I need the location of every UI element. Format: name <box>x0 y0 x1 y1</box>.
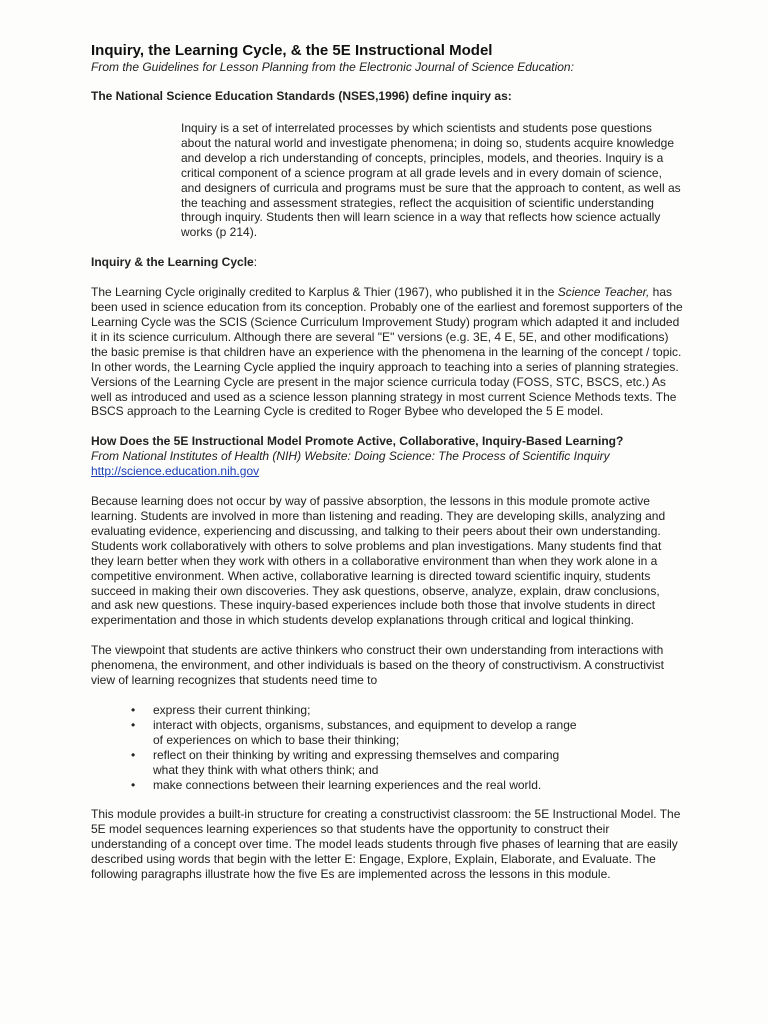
list-item-text: express their current thinking; <box>153 703 311 717</box>
learning-cycle-para-start: The Learning Cycle originally credited to Karplus & Thier (1967), who published it in the <box>91 285 558 300</box>
nih-science-education-link[interactable]: http://science.education.nih.gov <box>91 464 260 479</box>
five-e-link-line <box>91 464 683 479</box>
bullet-icon: • <box>131 703 136 717</box>
five-e-source-text: From National Institutes of Health (NIH) Website: Doing Science: The Process of Scientific Inquiry <box>91 449 610 464</box>
five-e-source <box>91 449 683 464</box>
learning-cycle-heading-line <box>91 255 683 270</box>
five-e-paragraph-2: The viewpoint that students are active thinkers who construct their own understanding from interactions with phenomena, the environment, and other individuals is based on the theory of constructivism. A constructivist view of learning recognizes that students need time to <box>91 643 664 688</box>
five-e-paragraph-3: This module provides a built-in structure for creating a constructivist classroom: the 5E Instructional Model. The 5E model sequences learning experiences so that students have the opportunity to construct their understanding of a concept over time. The model leads students through five phases of learning that are easily described using words that begin with the letter E: Engage, Explore, Explain, Elaborate, and Evaluate. The following paragraphs illustrate how the five Es are implemented across the lessons in this module. <box>91 807 681 882</box>
list-item <box>131 717 583 748</box>
nses-quote: Inquiry is a set of interrelated processes by which scientists and students pose questions about the natural world and investigate phenomena; in doing so, students acquire knowledge and develop a rich understanding of concepts, principles, models, and theories. Inquiry is a critical component of a science program at all grade levels and in every domain of science, and designers of curricula and programs must be sure that the approach to content, as well as the teaching and assessment strategies, reflect the acquisition of scientific understanding through inquiry. Students then will learn science in a way that reflects how science actually works (p 214). <box>181 121 681 240</box>
constructivist-needs-list <box>91 703 683 792</box>
learning-cycle-journal-title: Science Teacher, <box>557 285 650 300</box>
learning-cycle-heading: Inquiry & the Learning Cycle <box>91 255 254 270</box>
nses-heading: The National Science Education Standards (NSES,1996) define inquiry as: <box>91 89 512 103</box>
page-title: Inquiry, the Learning Cycle, & the 5E Instructional Model <box>91 42 493 59</box>
learning-cycle-para-rest: has been used in science education from its conception. Probably one of the earliest and foremost supporters of the Learning Cycle was the SCIS (Science Curriculum Improvement Study) program which adapted it and included it in its science curriculum. Although there are several "E" versions (e.g. 3E, 4 E, 5E, and other modifications) the basic premise is that children have an experience with the phenomena in the learning of the concept / topic. In other words, the Learning Cycle applied the inquiry approach to teaching into a series of planning strategies. Versions of the Learning Cycle are present in the major science curricula today (FOSS, STC, BSCS, etc.) As well as introduced and used as a science lesson planning strategy in most current Science Methods texts. The BSCS approach to the Learning Cycle is credited to Roger Bybee who developed the 5 E model. <box>91 285 683 419</box>
learning-cycle-paragraph <box>91 285 683 419</box>
page-subtitle: From the Guidelines for Lesson Planning from the Electronic Journal of Science Education: <box>91 60 574 74</box>
list-item <box>131 747 583 778</box>
list-item-text: interact with objects, organisms, substances, and equipment to develop a range of experiences on which to base their thinking; <box>153 717 577 747</box>
bullet-icon: • <box>131 747 136 762</box>
learning-cycle-heading-colon: : <box>253 255 258 270</box>
list-item-text: make connections between their learning experiences and the real world. <box>153 777 542 792</box>
list-item <box>131 703 583 718</box>
list-item-text: reflect on their thinking by writing and expressing themselves and comparing what they think with what others think; and <box>153 747 560 777</box>
bullet-icon: • <box>131 777 136 792</box>
bullet-icon: • <box>131 717 136 732</box>
five-e-paragraph-1: Because learning does not occur by way of passive absorption, the lessons in this module promote active learning. Students are involved in more than listening and reading. They are developing skills, analyzing and evaluating evidence, experiencing and discussing, and talking to their peers about their own understanding. Students work collaboratively with others to solve problems and plan investigations. Many students find that they learn better when they work with others in a collaborative environment than when they work alone in a competitive environment. When active, collaborative learning is directed toward scientific inquiry, students succeed in making their own discoveries. They ask questions, observe, analyze, explain, draw conclusions, and ask new questions. These inquiry-based experiences include both those that involve students in direct experimentation and those in which students develop explanations through critical and logical thinking. <box>91 494 666 628</box>
five-e-heading: How Does the 5E Instructional Model Promote Active, Collaborative, Inquiry-Based Learning? <box>91 434 624 449</box>
document-page <box>91 42 683 882</box>
list-item <box>131 777 583 793</box>
